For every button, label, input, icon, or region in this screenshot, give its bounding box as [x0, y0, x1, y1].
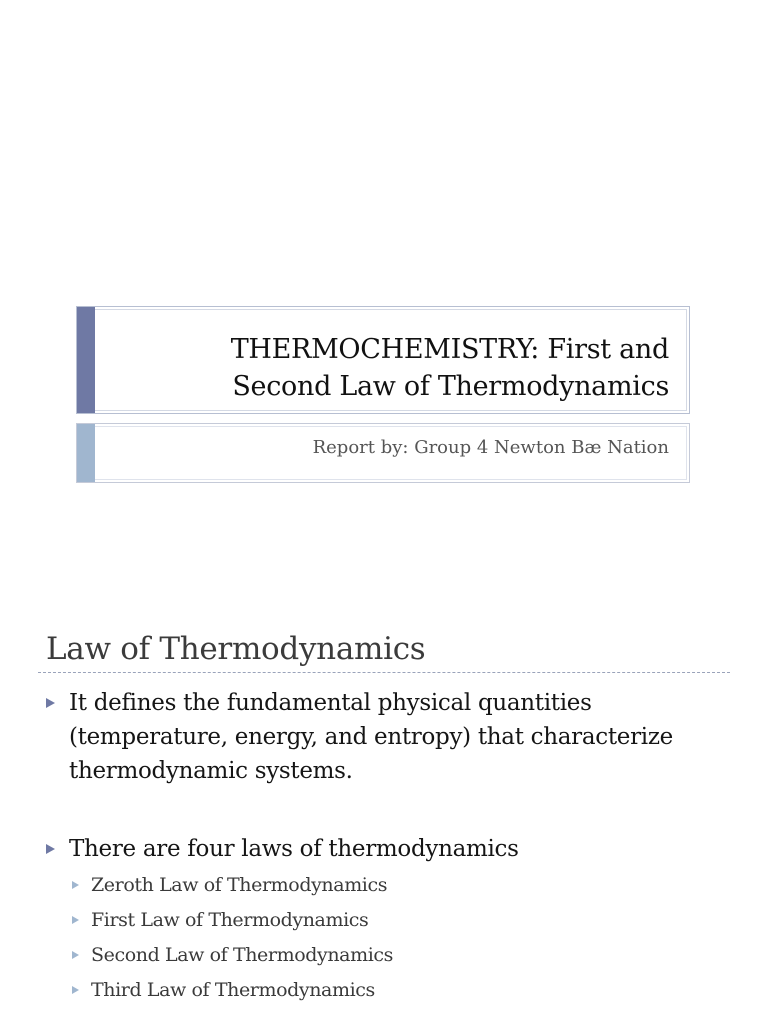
title-box — [76, 306, 690, 414]
sub-bullet-text: Zeroth Law of Thermodynamics — [91, 874, 388, 896]
heading-divider — [38, 672, 730, 673]
triangle-sub-bullet-icon — [72, 986, 79, 994]
sub-bullet-text: Third Law of Thermodynamics — [91, 979, 375, 1001]
bullet-text: It defines the fundamental physical quantities (temperature, energy, and entropy) that characterize thermodynamic systems. — [69, 690, 673, 784]
bullet-item-definition — [46, 686, 726, 788]
sub-bullet-zeroth-law — [69, 868, 726, 903]
slide-title-line-1: THERMOCHEMISTRY: First and — [230, 334, 669, 365]
slide-subtitle: Report by: Group 4 Newton Bæ Nation — [312, 437, 669, 458]
subtitle-accent-bar — [77, 424, 95, 482]
sub-bullet-first-law — [69, 903, 726, 938]
bullet-text: There are four laws of thermodynamics — [69, 836, 519, 862]
title-accent-bar — [77, 307, 95, 413]
sub-bullet-text: First Law of Thermodynamics — [91, 909, 369, 931]
triangle-sub-bullet-icon — [72, 881, 79, 889]
triangle-sub-bullet-icon — [72, 916, 79, 924]
sub-bullet-third-law — [69, 973, 726, 1008]
triangle-bullet-icon — [46, 698, 55, 708]
bullet-list — [46, 686, 726, 1008]
content-slide — [0, 600, 768, 1024]
sub-bullet-text: Second Law of Thermodynamics — [91, 944, 393, 966]
sub-bullet-list — [69, 868, 726, 1008]
subtitle-box — [76, 423, 690, 483]
slide-title-line-2: Second Law of Thermodynamics — [232, 371, 669, 402]
triangle-bullet-icon — [46, 844, 55, 854]
content-heading: Law of Thermodynamics — [46, 631, 426, 667]
slide-title — [109, 331, 669, 405]
bullet-item-four-laws — [46, 832, 726, 1008]
triangle-sub-bullet-icon — [72, 951, 79, 959]
sub-bullet-second-law — [69, 938, 726, 973]
